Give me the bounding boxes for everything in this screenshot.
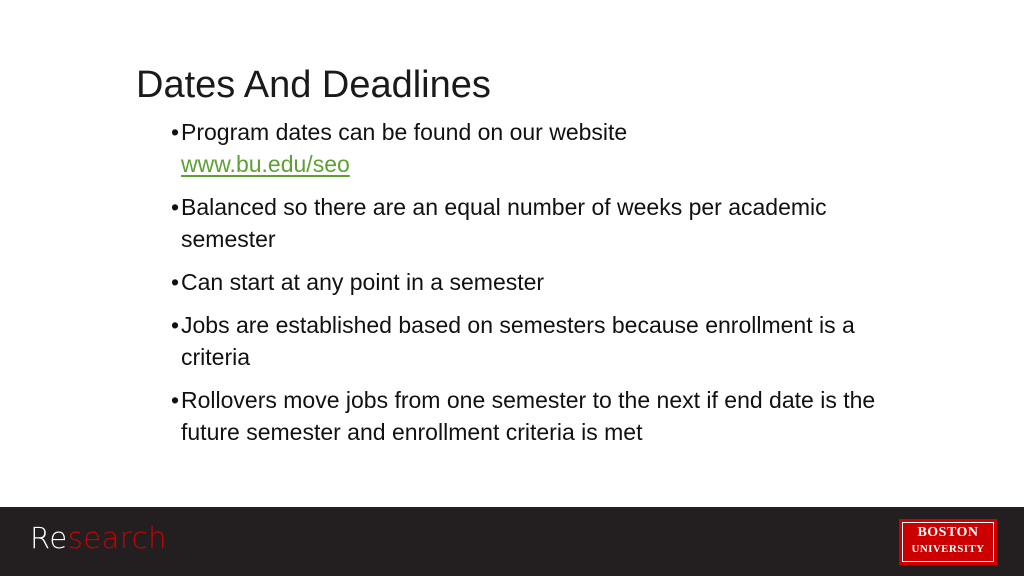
logo-line-1: BOSTON [917, 525, 979, 540]
bullet-item [171, 116, 900, 180]
boston-university-logo [899, 519, 997, 565]
slide-title: Dates And Deadlines [136, 64, 491, 106]
brand-prefix: Re [30, 521, 68, 555]
bullet-item [171, 191, 900, 255]
bullet-item [171, 309, 900, 373]
bullet-list [171, 116, 900, 459]
bullet-marker: • [171, 387, 180, 413]
bullet-text: Program dates can be found on our website [181, 119, 628, 145]
research-brand [30, 521, 167, 555]
bullet-item [171, 384, 900, 448]
bullet-item [171, 266, 900, 298]
footer-bar [0, 507, 1024, 576]
bullet-marker: • [171, 119, 180, 145]
bullet-text: Can start at any point in a semester [181, 269, 545, 295]
bullet-marker: • [171, 269, 180, 295]
bullet-marker: • [171, 194, 180, 220]
logo-frame [902, 522, 994, 562]
bullet-text: Rollovers move jobs from one semester to the next if end date is the future semester and enrollment criteria is met [181, 387, 876, 445]
bullet-text: Jobs are established based on semesters because enrollment is a criteria [181, 312, 855, 370]
brand-suffix: search [67, 521, 168, 555]
website-link[interactable]: www.bu.edu/seo [181, 151, 350, 177]
bullet-marker: • [171, 312, 180, 338]
bullet-text: Balanced so there are an equal number of weeks per academic semester [181, 194, 827, 252]
logo-line-2: UNIVERSITY [911, 543, 985, 555]
